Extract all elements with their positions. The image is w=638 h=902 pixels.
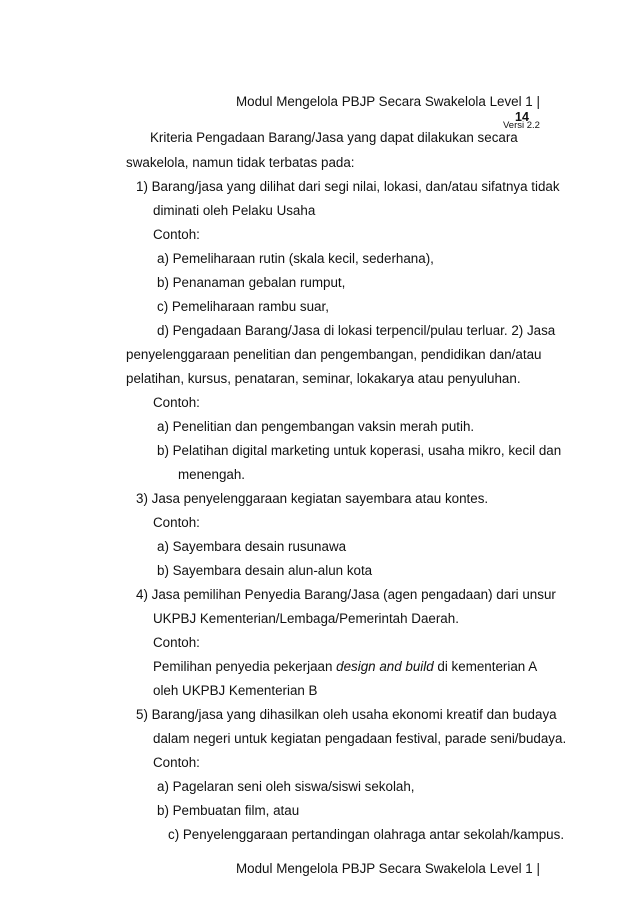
- header-title: Modul Mengelola PBJP Secara Swakelola Level 1 |: [236, 94, 540, 109]
- item-4-line-2: UKPBJ Kementerian/Lembaga/Pemerintah Daerah.: [153, 611, 459, 626]
- item-3-example-a: a) Sayembara desain rusunawa: [157, 539, 347, 554]
- item-3-line-1: 3) Jasa penyelenggaraan kegiatan sayembara atau kontes.: [136, 491, 489, 506]
- item-4-line-1: 4) Jasa pemilihan Penyedia Barang/Jasa (agen pengadaan) dari unsur: [136, 587, 556, 602]
- item-1-line-1: 1) Barang/jasa yang dilihat dari segi nilai, lokasi, dan/atau sifatnya tidak: [136, 179, 560, 194]
- item-1-example-d: d) Pengadaan Barang/Jasa di lokasi terpencil/pulau terluar. 2) Jasa: [157, 323, 556, 338]
- footer-title: Modul Mengelola PBJP Secara Swakelola Level 1 |: [236, 861, 540, 876]
- item-1-line-2: diminati oleh Pelaku Usaha: [153, 203, 316, 218]
- item-2-example-b: b) Pelatihan digital marketing untuk koperasi, usaha mikro, kecil dan: [157, 443, 562, 458]
- version-label: Versi 2.2: [503, 120, 540, 131]
- item-2-line-2: pelatihan, kursus, penataran, seminar, lokakarya atau penyuluhan.: [126, 371, 521, 386]
- item-4-example-pre: Pemilihan penyedia pekerjaan: [153, 659, 337, 674]
- item-1-example-c: c) Pemeliharaan rambu suar,: [157, 299, 329, 314]
- item-5-example-c: c) Penyelenggaraan pertandingan olahraga antar sekolah/kampus.: [168, 827, 565, 842]
- item-3-example-b: b) Sayembara desain alun-alun kota: [157, 563, 373, 578]
- item-2-line-1: penyelenggaraan penelitian dan pengembangan, pendidikan dan/atau: [126, 347, 542, 362]
- page-number: 14: [515, 110, 529, 124]
- item-2-example-b-cont: menengah.: [178, 467, 246, 482]
- item-5-example-b: b) Pembuatan film, atau: [157, 803, 300, 818]
- item-2-example-a: a) Penelitian dan pengembangan vaksin merah putih.: [157, 419, 475, 434]
- item-1-example-a: a) Pemeliharaan rutin (skala kecil, sederhana),: [157, 251, 434, 266]
- item-4-example-cont: oleh UKPBJ Kementerian B: [153, 683, 318, 698]
- item-4-example-italic: design and build: [336, 659, 434, 674]
- item-5-line-2: dalam negeri untuk kegiatan pengadaan festival, parade seni/budaya.: [153, 731, 567, 746]
- item-5-contoh: Contoh:: [153, 755, 200, 770]
- item-4-example-post: di kementerian A: [433, 659, 538, 674]
- item-2-contoh: Contoh:: [153, 395, 200, 410]
- item-1-contoh: Contoh:: [153, 227, 200, 242]
- item-5-line-1: 5) Barang/jasa yang dihasilkan oleh usaha ekonomi kreatif dan budaya: [136, 707, 557, 722]
- intro-line-2: swakelola, namun tidak terbatas pada:: [126, 155, 355, 170]
- item-1-example-b: b) Penanaman gebalan rumput,: [157, 275, 346, 290]
- item-4-example: [153, 659, 537, 675]
- item-3-contoh: Contoh:: [153, 515, 200, 530]
- intro-line-1: Kriteria Pengadaan Barang/Jasa yang dapat dilakukan secara: [150, 130, 518, 145]
- item-5-example-a: a) Pagelaran seni oleh siswa/siswi sekolah,: [157, 779, 415, 794]
- item-4-contoh: Contoh:: [153, 635, 200, 650]
